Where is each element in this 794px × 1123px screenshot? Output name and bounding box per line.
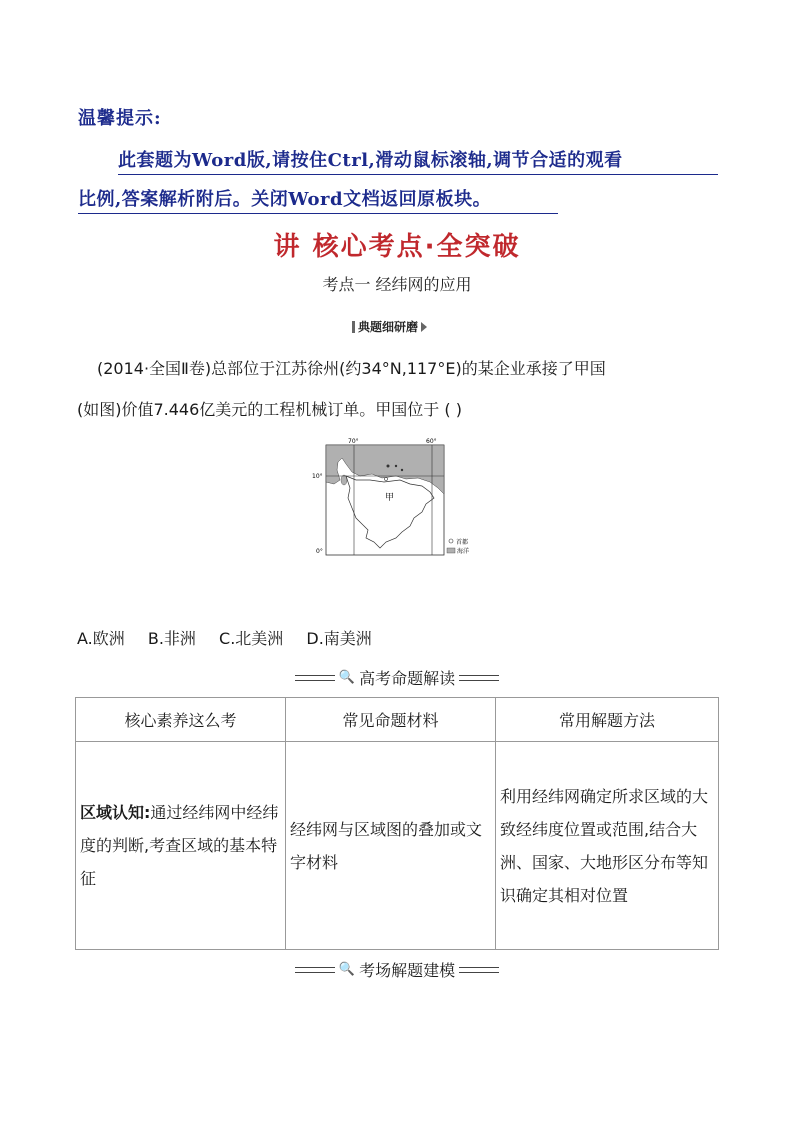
magnifier-icon: 🔍 — [338, 670, 356, 685]
legend-capital-label: 首都 — [456, 539, 469, 546]
map-lon-label-60: 60° — [426, 438, 437, 445]
option-c: C.北美洲 — [219, 629, 284, 648]
question-line-2: (如图)价值7.446亿美元的工程机械订单。甲国位于 ( ) — [77, 400, 462, 419]
tag-label: 典题细研磨 — [358, 320, 419, 334]
map-lat-label-10: 10° — [312, 473, 323, 480]
literacy-label: 区域认知: — [80, 803, 151, 822]
tip-line-2: 比例,答案解析附后。关闭Word文档返回原板块。 — [78, 185, 558, 214]
legend-ocean-label: 海洋 — [457, 548, 470, 555]
example-tag — [352, 318, 427, 335]
table-cell-literacy — [76, 742, 286, 950]
literacy-text: 通过经纬网中经纬度的判断,考查区域的基本特征 — [80, 803, 279, 888]
divider — [295, 675, 335, 681]
page-title: 讲 核心考点·全突破 — [273, 232, 521, 262]
divider — [295, 967, 335, 973]
answer-options — [77, 626, 390, 649]
analysis-table — [75, 697, 719, 950]
tag-arrow-icon — [421, 322, 427, 332]
section-header-label: 高考命题解读 — [359, 669, 456, 688]
table-header: 常见命题材料 — [286, 698, 496, 742]
table-cell-material: 经纬网与区域图的叠加或文字材料 — [286, 742, 496, 950]
section-header-interpretation — [0, 666, 794, 689]
map-lon-label-70: 70° — [348, 438, 359, 445]
magnifier-icon: 🔍 — [338, 962, 356, 977]
section-header-label: 考场解题建模 — [359, 961, 456, 980]
tip-title: 温馨提示: — [78, 108, 162, 129]
divider — [459, 967, 499, 973]
map-capital-dot — [385, 478, 388, 481]
map-island — [387, 465, 390, 468]
section-header-modeling — [0, 958, 794, 981]
legend-capital-icon — [449, 539, 453, 543]
map-island — [401, 469, 403, 471]
option-b: B.非洲 — [147, 629, 196, 648]
table-row — [76, 742, 719, 950]
table-cell-method: 利用经纬网确定所求区域的大致经纬度位置或范围,结合大洲、国家、大地形区分布等知识确定其相对位置 — [496, 742, 719, 950]
legend-ocean-icon — [447, 548, 455, 553]
question-line-1: (2014·全国Ⅱ卷)总部位于江苏徐州(约34°N,117°E)的某企业承接了甲国 — [97, 359, 606, 378]
option-d: D.南美洲 — [306, 629, 372, 648]
table-header: 常用解题方法 — [496, 698, 719, 742]
table-header: 核心素养这么考 — [76, 698, 286, 742]
divider — [459, 675, 499, 681]
tag-bar-icon — [352, 321, 355, 333]
map-island — [395, 465, 397, 467]
country-map — [310, 436, 482, 560]
option-a: A.欧洲 — [77, 629, 125, 648]
tip-line-1: 此套题为Word版,请按住Ctrl,滑动鼠标滚轴,调节合适的观看 — [118, 146, 718, 175]
map-country-label: 甲 — [385, 493, 395, 503]
map-lat-label-0: 0° — [316, 548, 323, 555]
section-subtitle: 考点一 经纬网的应用 — [322, 275, 472, 294]
table-header-row — [76, 698, 719, 742]
